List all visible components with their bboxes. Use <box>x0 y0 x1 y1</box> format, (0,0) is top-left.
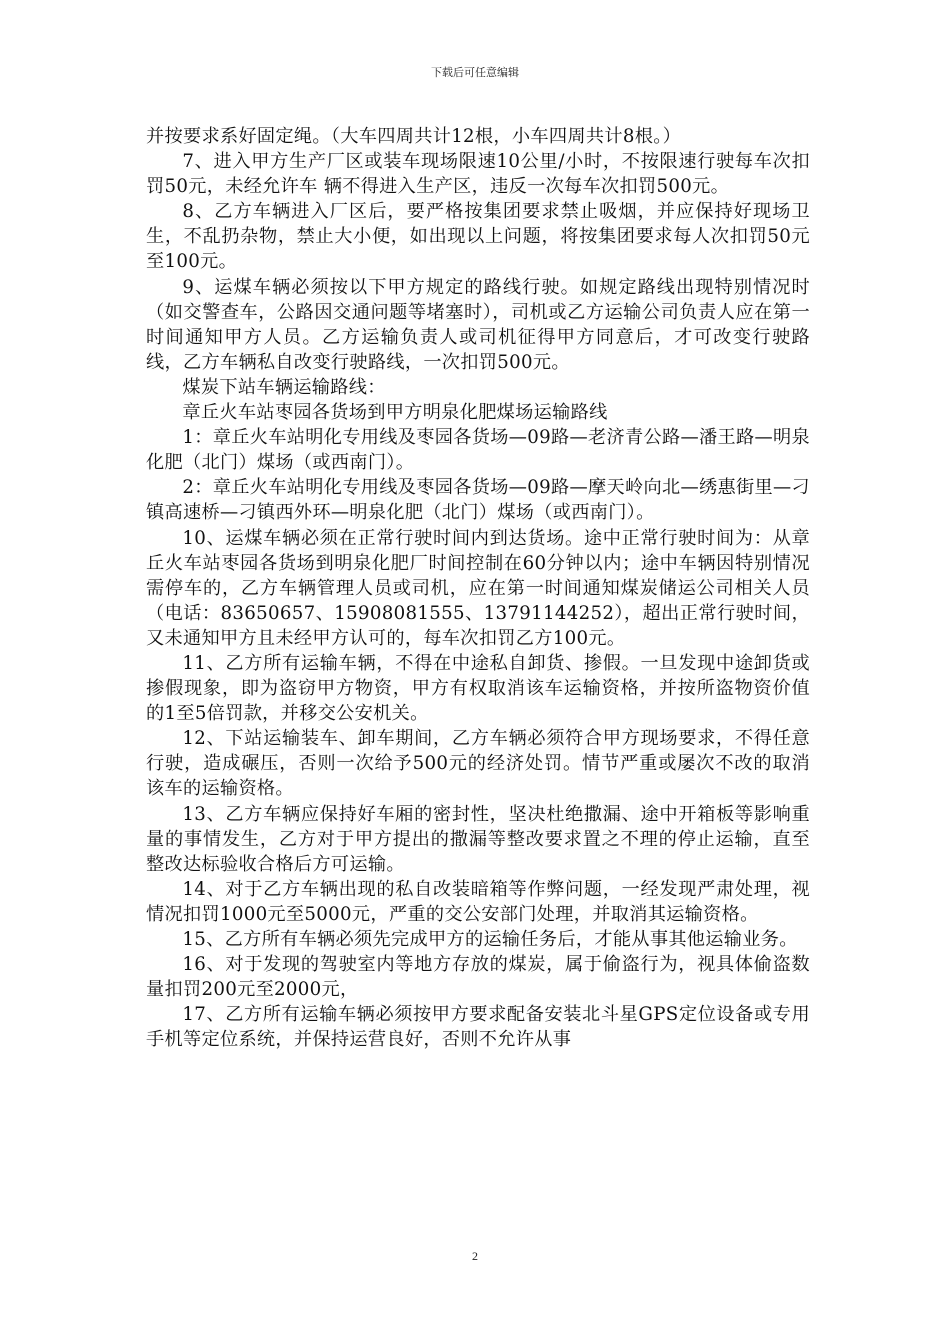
paragraph-clause-8: 8、乙方车辆进入厂区后，要严格按集团要求禁止吸烟，并应保持好现场卫生，不乱扔杂物，禁止大小便，如出现以上问题，将按集团要求每人次扣罚50元至100元。 <box>146 201 810 273</box>
paragraph-clause-16: 16、对于发现的驾驶室内等地方存放的煤炭，属于偷盗行为，视具体偷盗数量扣罚200元至2000元， <box>146 954 810 1001</box>
paragraph-clause-15: 15、乙方所有车辆必须先完成甲方的运输任务后，才能从事其他运输业务。 <box>182 929 798 950</box>
route-heading: 煤炭下站车辆运输路线： <box>182 376 386 398</box>
paragraph-clause-10: 10、运煤车辆必须在正常行驶时间内到达货场。途中正常行驶时间为：从章丘火车站枣园各货场到明泉化肥厂时间控制在60分钟以内；途中车辆因特别情况需停车的，乙方车辆管理人员或司机，应在第一时间通知煤炭储运公司相关人员（电话：83650657、15908081555、13791144252），超出正常行驶时间，又未通知甲方且未经甲方认可的，每车次扣罚乙方100元。 <box>146 527 810 649</box>
document-body <box>146 124 810 1052</box>
page-number: 2 <box>472 1249 478 1263</box>
paragraph-clause-9: 9、运煤车辆必须按以下甲方规定的路线行驶。如规定路线出现特别情况时（如交警查车，公路因交通问题等堵塞时），司机或乙方运输公司负责人应在第一时间通知甲方人员。乙方运输负责人或司机征得甲方同意后，才可改变行驶路线，乙方车辆私自改变行驶路线，一次扣罚500元。 <box>146 276 810 373</box>
route-subheading: 章丘火车站枣园各货场到甲方明泉化肥煤场运输路线 <box>182 402 608 424</box>
page-header: 下载后可任意编辑 <box>431 66 519 79</box>
route-item-2: 2：章丘火车站明化专用线及枣园各货场—09路—摩天岭向北—绣惠街里—刁镇高速桥—刁镇西外环—明泉化肥（北门）煤场（或西南门）。 <box>146 477 810 524</box>
paragraph-clause-17: 17、乙方所有运输车辆必须按甲方要求配备安装北斗星GPS定位设备或专用手机等定位系统，并保持运营良好，否则不允许从事 <box>146 1004 810 1051</box>
paragraph-continuation: 并按要求系好固定绳。（大车四周共计12根，小车四周共计8根。） <box>146 126 682 147</box>
paragraph-clause-14: 14、对于乙方车辆出现的私自改装暗箱等作弊问题，一经发现严肃处理，视情况扣罚1000元至5000元，严重的交公安部门处理，并取消其运输资格。 <box>146 878 810 925</box>
paragraph-clause-12: 12、下站运输装车、卸车期间，乙方车辆必须符合甲方现场要求，不得任意行驶，造成碾压，否则一次给予500元的经济处罚。情节严重或屡次不改的取消该车的运输资格。 <box>146 728 810 800</box>
paragraph-clause-11: 11、乙方所有运输车辆，不得在中途私自卸货、掺假。一旦发现中途卸货或掺假现象，即为盗窃甲方物资，甲方有权取消该车运输资格，并按所盗物资价值的1至5倍罚款，并移交公安机关。 <box>146 652 810 725</box>
route-item-1: 1：章丘火车站明化专用线及枣园各货场—09路—老济青公路—潘王路—明泉化肥（北门）煤场（或西南门）。 <box>146 427 810 474</box>
paragraph-clause-13: 13、乙方车辆应保持好车厢的密封性，坚决杜绝撒漏、途中开箱板等影响重量的事情发生，乙方对于甲方提出的撒漏等整改要求置之不理的停止运输，直至整改达标验收合格后方可运输。 <box>146 803 810 875</box>
paragraph-clause-7: 7、进入甲方生产厂区或装车现场限速10公里/小时，不按限速行驶每车次扣罚50元，未经允许车 辆不得进入生产区，违反一次每车次扣罚500元。 <box>146 151 810 198</box>
